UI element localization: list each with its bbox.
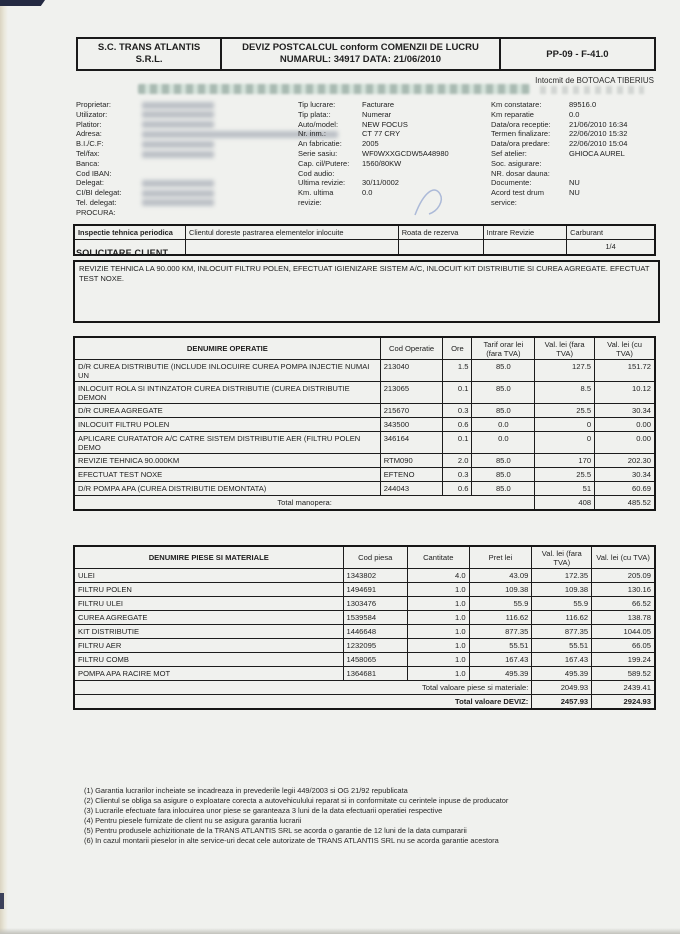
cell: 1.0 <box>408 639 470 653</box>
pen-mark <box>412 183 460 219</box>
cell: 0.0 <box>472 432 535 454</box>
info-label: CI/BI delegat: <box>76 188 122 198</box>
info-row <box>491 120 657 130</box>
info-row <box>491 188 657 198</box>
cell <box>483 240 567 256</box>
cell: 1.0 <box>408 625 470 639</box>
redacted-value <box>142 102 214 109</box>
cell: 85.0 <box>472 382 535 404</box>
table-row <box>74 639 655 653</box>
cell: 1044.05 <box>592 625 655 639</box>
cell: 495.39 <box>532 667 592 681</box>
column-header: Tarif orar lei (fara TVA) <box>472 337 535 360</box>
info-row <box>491 139 657 149</box>
footnote-line: (2) Clientul se obliga sa asigure o exploatare corecta a autovehiculului reparat si in conformitate cu cerintele inpuse de producator <box>84 796 509 805</box>
cell <box>186 240 399 256</box>
cell: 116.62 <box>532 611 592 625</box>
cell: 0.3 <box>443 404 472 418</box>
cell: POMPA APA RACIRE MOT <box>74 667 343 681</box>
document-title-line2: NUMARUL: 34917 DATA: 21/06/2010 <box>279 54 442 65</box>
cell: RTM090 <box>380 454 443 468</box>
cell: 1.5 <box>443 360 472 382</box>
total-fara-tva: 408 <box>535 496 595 511</box>
cell: 60.69 <box>595 482 655 496</box>
document-header-table <box>76 37 656 71</box>
owner-info-column <box>76 100 297 218</box>
info-label: PROCURA: <box>76 207 116 217</box>
column-header: Intrare Revizie <box>483 225 567 240</box>
cell: 0.1 <box>443 382 472 404</box>
info-value: 1560/80KW <box>362 158 402 168</box>
redacted-value <box>142 190 214 197</box>
grand-total-row <box>74 695 655 710</box>
cell: 1303476 <box>343 597 407 611</box>
info-value: NEW FOCUS <box>362 119 408 129</box>
cell: 167.43 <box>532 653 592 667</box>
info-row <box>298 159 490 169</box>
scan-edge-mark <box>0 893 4 909</box>
cell: 109.38 <box>532 583 592 597</box>
cell: 1343802 <box>343 569 407 583</box>
cell: 25.5 <box>535 468 595 482</box>
paper-bottom-edge <box>0 928 680 934</box>
cell: 0.0 <box>472 418 535 432</box>
column-header: Pret lei <box>469 546 532 569</box>
info-row <box>298 169 490 179</box>
info-row <box>298 178 490 188</box>
cell: 244043 <box>380 482 443 496</box>
cell: 343500 <box>380 418 443 432</box>
table-header-row <box>74 546 655 569</box>
info-label: Delegat: <box>76 178 104 188</box>
cell: 85.0 <box>472 468 535 482</box>
cell: 85.0 <box>472 482 535 496</box>
info-label: Cap. cil/Putere: <box>298 158 350 168</box>
info-value: 22/06/2010 15:04 <box>569 139 628 149</box>
info-value: NU <box>569 188 580 198</box>
table-row <box>74 583 655 597</box>
paper-left-edge <box>0 6 8 934</box>
table-row <box>74 667 655 681</box>
cell: 116.62 <box>469 611 532 625</box>
cell: 66.52 <box>592 597 655 611</box>
info-label: Cod IBAN: <box>76 168 112 178</box>
info-value: 2005 <box>362 139 379 149</box>
info-label: Km constatare: <box>491 100 542 109</box>
cell: 589.52 <box>592 667 655 681</box>
info-value: 0.0 <box>362 188 373 198</box>
document-title <box>221 38 500 70</box>
info-label: Cod audio: <box>298 168 335 178</box>
cell: 55.51 <box>532 639 592 653</box>
company-name-line2: S.R.L. <box>135 54 163 65</box>
cell: 213040 <box>380 360 443 382</box>
vehicle-info-column <box>298 100 490 208</box>
info-value: 21/06/2010 16:34 <box>569 119 628 129</box>
company-name-line1: S.C. TRANS ATLANTIS <box>97 42 201 53</box>
client-request-text: REVIZIE TEHNICA LA 90.000 KM, INLOCUIT FILTRU POLEN, EFECTUAT IGIENIZARE SISTEM A/C, INLOCUIT KIT DISTRIBUTIE SI CUREA AGREGATE. EFECTUAT TEST NOXE. <box>79 264 650 283</box>
cell: 0.1 <box>443 432 472 454</box>
cell: 0 <box>535 418 595 432</box>
column-header: Cod piesa <box>343 546 407 569</box>
column-header: Clientul doreste pastrarea elementelor inlocuite <box>186 225 399 240</box>
cell: 66.05 <box>592 639 655 653</box>
total-label: Total valoare DEVIZ: <box>74 695 532 710</box>
redacted-value <box>142 111 214 118</box>
info-label: Soc. asigurare: <box>491 158 542 168</box>
column-header: Roata de rezerva <box>398 225 483 240</box>
info-row <box>298 139 490 149</box>
info-value: Facturare <box>362 100 395 109</box>
info-row <box>491 159 657 169</box>
footnote-line: (4) Pentru piesele furnizate de client nu se asigura garantia lucrarii <box>84 816 302 825</box>
info-label: Banca: <box>76 158 100 168</box>
cell: 127.5 <box>535 360 595 382</box>
document-title-line1: DEVIZ POSTCALCUL conform COMENZII DE LUCRU <box>242 42 479 53</box>
cell: 30.34 <box>595 404 655 418</box>
info-row <box>491 110 657 120</box>
cell: 85.0 <box>472 404 535 418</box>
cell: APLICARE CURATATOR A/C CATRE SISTEM DISTRIBUTIE AER (FILTRU POLEN DEMO <box>74 432 380 454</box>
parts-table <box>73 545 656 710</box>
info-row <box>491 100 657 110</box>
info-value: CT 77 CRY <box>362 129 401 139</box>
cell: 1446648 <box>343 625 407 639</box>
info-label: NR. dosar dauna: <box>491 168 550 178</box>
info-label: Documente: <box>491 178 532 188</box>
info-row <box>76 208 297 218</box>
cell: D/R POMPA APA (CUREA DISTRIBUTIE DEMONTATA) <box>74 482 380 496</box>
info-row <box>491 178 657 188</box>
table-row <box>74 611 655 625</box>
redacted-value <box>142 141 214 148</box>
column-header: Inspectie tehnica periodica <box>74 225 186 240</box>
total-label: Total valoare piese si materiale: <box>74 681 532 695</box>
cell: 130.16 <box>592 583 655 597</box>
cell: 1.0 <box>408 597 470 611</box>
info-row <box>76 178 297 188</box>
column-header: Val. lei (fara TVA) <box>535 337 595 360</box>
info-value: 89516.0 <box>569 100 597 109</box>
redacted-value <box>142 151 214 158</box>
info-value: 0.0 <box>569 109 580 119</box>
parts-total-row <box>74 681 655 695</box>
total-fara-tva: 2457.93 <box>532 695 592 710</box>
info-row <box>76 139 297 149</box>
table-row <box>74 625 655 639</box>
cell: 346164 <box>380 432 443 454</box>
info-row <box>76 100 297 110</box>
cell: 1.0 <box>408 583 470 597</box>
service-info-column <box>491 100 657 208</box>
cell: 151.72 <box>595 360 655 382</box>
cell: FILTRU ULEI <box>74 597 343 611</box>
info-row <box>298 100 490 110</box>
info-row <box>491 129 657 139</box>
cell <box>398 240 483 256</box>
cell: 51 <box>535 482 595 496</box>
info-row <box>298 188 490 198</box>
cell: INLOCUIT ROLA SI INTINZATOR CUREA DISTRIBUTIE (CUREA DISTRIBUTIE DEMON <box>74 382 380 404</box>
cell: 1232095 <box>343 639 407 653</box>
cell: FILTRU POLEN <box>74 583 343 597</box>
info-label: Termen finalizare: <box>491 129 551 139</box>
column-header: Cantitate <box>408 546 470 569</box>
total-cu-tva: 2924.93 <box>592 695 655 710</box>
table-row <box>74 418 655 432</box>
info-row <box>491 149 657 159</box>
info-label: Ultima revizie: <box>298 178 346 188</box>
table-row <box>74 482 655 496</box>
cell: 55.9 <box>532 597 592 611</box>
table-row <box>74 432 655 454</box>
info-label: Tel. delegat: <box>76 197 117 207</box>
info-value: 22/06/2010 15:32 <box>569 129 628 139</box>
cell: 2.0 <box>443 454 472 468</box>
footnote-line: (3) Lucrarile efectuate fara inlocuirea unor piese se garanteaza 3 luni de la data efectuarii operatiei respective <box>84 806 443 815</box>
info-row <box>76 159 297 169</box>
info-label: revizie: <box>298 197 322 207</box>
cell: 0.3 <box>443 468 472 482</box>
cell: 55.51 <box>469 639 532 653</box>
info-row <box>76 198 297 208</box>
cell: EFECTUAT TEST NOXE <box>74 468 380 482</box>
prepared-by-line: Intocmit de BOTOACA TIBERIUS <box>535 76 654 85</box>
operations-table <box>73 336 656 511</box>
table-row <box>74 382 655 404</box>
column-header: DENUMIRE OPERATIE <box>74 337 380 360</box>
info-row <box>298 110 490 120</box>
info-label: Utilizator: <box>76 109 108 119</box>
info-value: NU <box>569 178 580 188</box>
info-label: Platitor: <box>76 119 102 129</box>
cell: CUREA AGREGATE <box>74 611 343 625</box>
footnote-line: (6) In cazul montarii pieselor in alte service-uri decat cele autorizate de TRANS ATLANTIS SRL nu se acorda garantie acestora <box>84 836 499 845</box>
cell: FILTRU AER <box>74 639 343 653</box>
cell: 877.35 <box>532 625 592 639</box>
cell: 1539584 <box>343 611 407 625</box>
cell: 25.5 <box>535 404 595 418</box>
info-label: Adresa: <box>76 129 102 139</box>
total-fara-tva: 2049.93 <box>532 681 592 695</box>
info-label: B.I./C.F: <box>76 139 104 149</box>
cell: 85.0 <box>472 454 535 468</box>
cell: 202.30 <box>595 454 655 468</box>
cell: 167.43 <box>469 653 532 667</box>
info-row <box>76 169 297 179</box>
cell: 43.09 <box>469 569 532 583</box>
table-row <box>74 468 655 482</box>
info-row <box>76 120 297 130</box>
info-label: An fabricatie: <box>298 139 342 149</box>
redacted-value <box>142 199 214 206</box>
info-value: Numerar <box>362 109 392 119</box>
cell: 0.6 <box>443 418 472 432</box>
info-label: Km reparatie <box>491 109 534 119</box>
cell: 215670 <box>380 404 443 418</box>
cell: 85.0 <box>472 360 535 382</box>
labor-total-row <box>74 496 655 511</box>
info-row <box>76 129 297 139</box>
total-cu-tva: 2439.41 <box>592 681 655 695</box>
table-row <box>74 360 655 382</box>
cell: 8.5 <box>535 382 595 404</box>
cell: INLOCUIT FILTRU POLEN <box>74 418 380 432</box>
info-row <box>76 110 297 120</box>
table-header-row <box>74 225 655 240</box>
cell: 1364681 <box>343 667 407 681</box>
footnote-line: (5) Pentru produsele achizitionate de la TRANS ATLANTIS SRL se acorda o garantie de 12 luni de la data cumpararii <box>84 826 467 835</box>
table-row <box>74 454 655 468</box>
info-value: GHIOCA AUREL <box>569 148 625 158</box>
cell: 213065 <box>380 382 443 404</box>
footnotes <box>84 786 629 846</box>
redacted-value <box>142 121 214 128</box>
footnote-line: (1) Garantia lucrarilor incheiate se incadreaza in prevederile legii 449/2003 si OG 21/92 republicata <box>84 786 408 795</box>
info-row <box>491 198 657 208</box>
total-label: Total manopera: <box>74 496 535 511</box>
info-label: Auto/model: <box>298 119 339 129</box>
info-label: Data/ora receptie: <box>491 119 551 129</box>
info-row <box>298 149 490 159</box>
cell: 199.24 <box>592 653 655 667</box>
cell: REVIZIE TEHNICA 90.000KM <box>74 454 380 468</box>
info-label: Proprietar: <box>76 100 112 109</box>
info-label: Tip plata:: <box>298 109 331 119</box>
info-label: Tel/fax: <box>76 148 100 158</box>
table-row <box>74 404 655 418</box>
cell: 1/4 <box>567 240 655 256</box>
cell: 0.6 <box>443 482 472 496</box>
company-name <box>77 38 221 70</box>
info-row <box>298 129 490 139</box>
info-row <box>298 120 490 130</box>
cell: 4.0 <box>408 569 470 583</box>
cell: KIT DISTRIBUTIE <box>74 625 343 639</box>
info-label: Nr. inm.: <box>298 129 326 139</box>
info-label: Sef atelier: <box>491 148 527 158</box>
cell: 10.12 <box>595 382 655 404</box>
info-label: Tip lucrare: <box>298 100 336 109</box>
cell: 138.78 <box>592 611 655 625</box>
info-label: service: <box>491 197 517 207</box>
column-header: Val. lei (cu TVA) <box>592 546 655 569</box>
column-header: DENUMIRE PIESE SI MATERIALE <box>74 546 343 569</box>
column-header: Cod Operatie <box>380 337 443 360</box>
cell: EFTENO <box>380 468 443 482</box>
info-row <box>76 149 297 159</box>
info-label: Data/ora predare: <box>491 139 550 149</box>
info-row <box>298 198 490 208</box>
cell: 205.09 <box>592 569 655 583</box>
info-value: WF0WXXGCDW5A48980 <box>362 148 449 158</box>
info-label: Km. ultima <box>298 188 334 198</box>
info-row <box>76 188 297 198</box>
client-request-box <box>73 260 660 323</box>
cell: 1.0 <box>408 653 470 667</box>
cell: 495.39 <box>469 667 532 681</box>
info-value: 30/11/0002 <box>362 178 399 188</box>
cell: ULEI <box>74 569 343 583</box>
cell: 0 <box>535 432 595 454</box>
table-row <box>74 653 655 667</box>
ink-bleed-highlight-artifact <box>138 84 530 94</box>
cell: FILTRU COMB <box>74 653 343 667</box>
cell: 55.9 <box>469 597 532 611</box>
table-row <box>74 597 655 611</box>
cell: D/R CUREA AGREGATE <box>74 404 380 418</box>
info-label: Acord test drum <box>491 188 544 198</box>
column-header: Carburant <box>567 225 655 240</box>
cell: 170 <box>535 454 595 468</box>
cell: 109.38 <box>469 583 532 597</box>
cell: 0.00 <box>595 432 655 454</box>
column-header: Ore <box>443 337 472 360</box>
form-code: PP-09 - F-41.0 <box>500 38 655 70</box>
table-row <box>74 569 655 583</box>
cell: 1494691 <box>343 583 407 597</box>
cell: 0.00 <box>595 418 655 432</box>
cell: D/R CUREA DISTRIBUTIE (INCLUDE INLOCUIRE CUREA POMPA INJECTIE NUMAI UN <box>74 360 380 382</box>
cell: 30.34 <box>595 468 655 482</box>
cell: 1.0 <box>408 667 470 681</box>
cell: 877.35 <box>469 625 532 639</box>
redacted-value <box>142 180 214 187</box>
info-row <box>491 169 657 179</box>
client-request-heading: SOLICITARE CLIENT <box>76 248 169 258</box>
column-header: Val. lei (fara TVA) <box>532 546 592 569</box>
column-header: Val. lei (cu TVA) <box>595 337 655 360</box>
cell: 1458065 <box>343 653 407 667</box>
cell: 1.0 <box>408 611 470 625</box>
table-header-row <box>74 337 655 360</box>
info-label: Serie sasiu: <box>298 148 338 158</box>
ink-bleed-artifact <box>540 86 644 94</box>
cell: 172.35 <box>532 569 592 583</box>
total-cu-tva: 485.52 <box>595 496 655 511</box>
